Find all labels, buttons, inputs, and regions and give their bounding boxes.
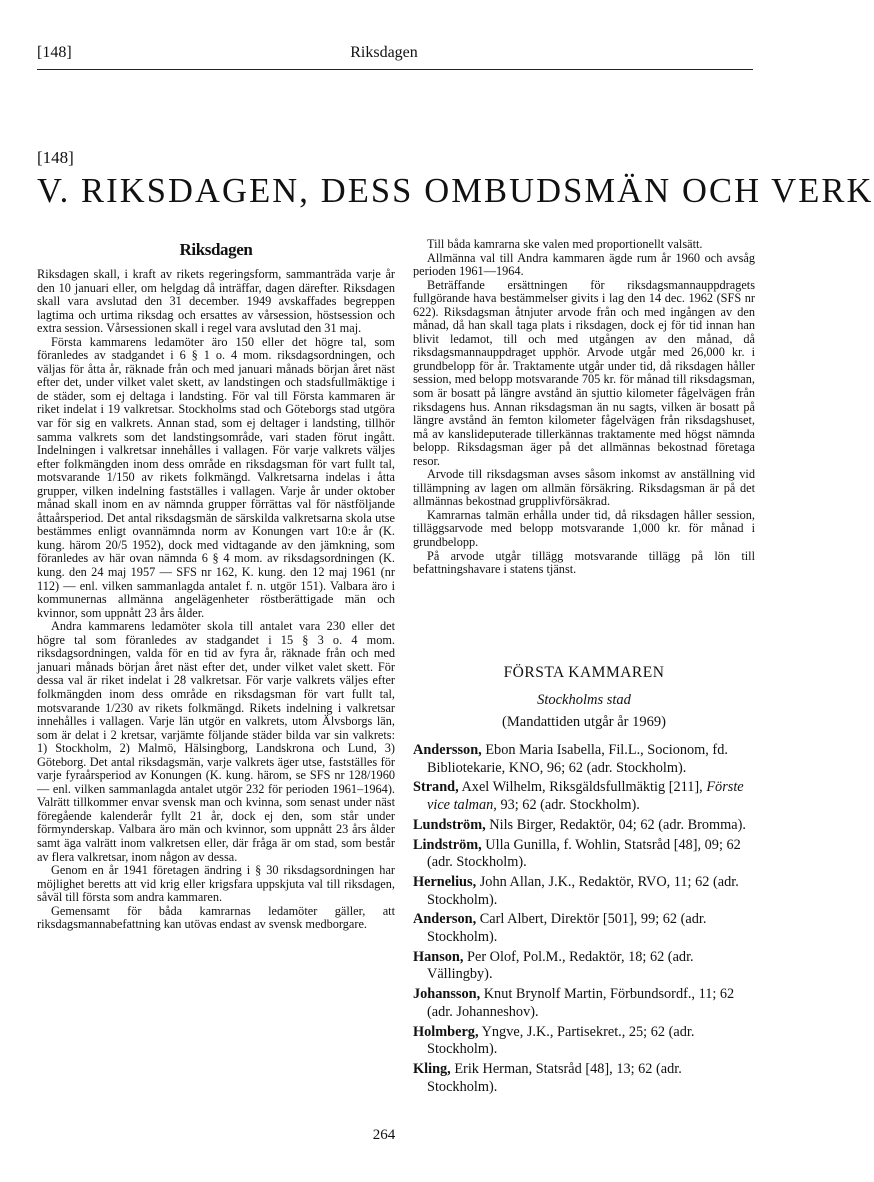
member-details-tail: 93; 62 (adr. Stockholm). (500, 797, 640, 814)
member-role: Förste vice talman, (427, 779, 744, 814)
paragraph: Gemensamt för båda kamrarnas ledamöter gäller, att riksdagsmannabefattning kan utövas endast av svensk medborgare. (37, 903, 395, 932)
member-details: Ebon Maria Isabella, Fil.L., Socionom, fd. Bibliotekarie, KNO, 96; 62 (adr. Stockholm). (427, 742, 728, 776)
list-item (413, 837, 755, 872)
member-details: Ulla Gunilla, f. Wohlin, Statsråd [48], 09; 62 (adr. Stockholm). (427, 836, 741, 871)
list-item (413, 911, 755, 946)
member-list (413, 742, 755, 1098)
list-item (413, 949, 755, 984)
member-surname: Johansson, (413, 986, 481, 1003)
running-header-title: Riksdagen (350, 44, 418, 61)
list-item (413, 986, 755, 1021)
paragraph: Till båda kamrarna ske valen med proportionellt valsätt. (427, 237, 703, 251)
paragraph: Kamrarnas talmän erhålla under tid, då riksdagen håller session, tilläggsarvode med belopp motsvarande 1,000 kr. för månad i grundbelopp. (413, 507, 755, 550)
paragraph: Första kammarens ledamöter äro 150 eller det högre tal, som föranledes av stadgandet i 6 § 1 o. 4 mom. riksdagsordningen, och väljas för åtta år, räknade från och med januari månads början året näst efter det, under vilket valet skett, av landstingen och stadsfullmäktige i de städer, som ej deltaga i landsting. För val till Första kammaren är riket indelat i 19 valkretsar. Stockholms stad och Göteborgs stad utgöra var för sig en valkrets. Annan stad, som ej deltager i landsting, tillhör samma valkrets som det landstingsområde, vari staden förut ingått. Indelningen i valkretsar innehålles i vallagen. För varje valkrets väljes efter folkmängden inom dess område en riksdagsman för vart fullt tal, motsvarande 1/150 av rikets folkmängd. Valkretsarna indelas i åtta grupper, vilken indelning fastställes i vallagen. Varje år under oktober månad skall inom en av nämnda grupper förrättas val för nästföljande åttaårsperiod. Det antal riksdagsmän de särskilda valkretsarna skola utse bestämmes enligt ovannämnda norm av Konungen vart 10:e år (K. kung. härom 20/5 1952), dock med vidtagande av den jämkning, som föranledes av här ovan nämnda 6 § 4 mom. av riksdagsordningen (K. kung. den 24 maj 1957 — SFS nr 162, K. kung. den 12 maj 1961 (nr 112) — enl. vilken sammanlagda antalet f. n. utgör 151). Valbara äro i kommunernas allmänna angelägenheter röstberättigade män och kvinnor, som uppnått 23 års ålder. (37, 334, 395, 620)
paragraph: På arvode utgår tillägg motsvarande tillägg på lön till befattningshavare i statens tjänst. (413, 548, 755, 577)
member-details: Erik Herman, Statsråd [48], 13; 62 (adr. Stockholm). (427, 1060, 682, 1095)
member-surname: Kling, (413, 1060, 451, 1077)
member-surname: Anderson, (413, 911, 477, 928)
member-surname: Hanson, (413, 948, 464, 965)
member-surname: Lindström, (413, 836, 482, 853)
member-details: John Allan, J.K., Redaktör, RVO, 11; 62 (adr. Stockholm). (427, 873, 739, 908)
paragraph: Arvode till riksdagsman avses såsom inkomst av anställning vid tillämpning av lagen om allmän försäkring. Riksdagsman är på det allmännas bekostnad grupplivförsäkrad. (413, 467, 755, 509)
member-details: Nils Birger, Redaktör, 04; 62 (adr. Bromma). (489, 816, 746, 833)
section-number: [148] (37, 148, 74, 167)
member-details: Knut Brynolf Martin, Förbundsordf., 11; 62 (adr. Johanneshov). (427, 986, 735, 1020)
member-details: Yngve, J.K., Partisekret., 25; 62 (adr. Stockholm). (427, 1023, 695, 1058)
member-details: Carl Albert, Direktör [501], 99; 62 (adr. Stockholm). (427, 911, 707, 946)
member-surname: Hernelius, (413, 873, 477, 890)
member-surname: Lundström, (413, 816, 486, 833)
list-item (413, 1061, 755, 1096)
constituency-heading: Stockholms stad (537, 692, 631, 708)
left-column (37, 268, 395, 932)
header-rule (37, 69, 753, 70)
list-item (413, 779, 755, 814)
paragraph: Beträffande ersättningen för riksdagsmannauppdragets fullgörande hava bestämmelser givits i lag den 14 dec. 1962 (SFS nr 622). Riksdagsman åtnjuter arvode från och med ingången av den månad, då han skall taga plats i riksdagen, dock ej för tid innan han blivit ledamot, till och med utgången av den månad, då riksdagsmannauppdraget upphör. Arvode utgår med 26,000 kr. i grundbelopp för år. Traktamente utgår under tid, då riksdagen håller session, med belopp motsvarande 705 kr. för månad till riksdagsman, som är bosatt på längre avstånd än sjuttio kilometer fågelvägen från riksdagens hus. Annan riksdagsman än nu sagts, vilken är bosatt på längre avstånd än femton kilometer fågelvägen från riksdagshuset, må av kanslideputerade tillerkännas traktamente med högst nämnda belopp. Riksdagsman äger på det allmännas bekostnad företaga resor. (413, 277, 755, 468)
paragraph: Riksdagen skall, i kraft av rikets regeringsform, sammanträda varje år den 10 januari eller, om helgdag då inträffar, dagen därefter. Riksdagen skall vara avslutad den 31 december. 1949 avskaffades begreppen lagtima och urtima riksdag och ersattes av vårsession, höstsession och extra session. Vårsessionen skall i regel vara avslutad den 31 maj. (37, 267, 395, 336)
paragraph: Genom en år 1941 företagen ändring i § 30 riksdagsordningen har möjlighet beretts att vid krig eller krigsfara uppskjuta val till riksdagen, såväl till första som andra kammaren. (37, 863, 395, 905)
running-header-section: [148] (37, 44, 72, 61)
list-item (413, 742, 755, 777)
paragraph: Andra kammarens ledamöter skola till antalet vara 230 eller det högre tal som föranledes av stadgandet i 15 § 3 o. 4 mom. riksdagsordningen, valda för en tid av fyra år, räknade från och med januari månads början året näst efter det, under vilket valet skett. För dessa val är riket indelat i 28 valkretsar. För varje valkrets väljes efter folkmängden inom dess område en riksdagsman för vart fullt tal, motsvarande 1/230 av rikets folkmängd. Rikets indelning i valkretsar innehålles i vallagen. Varje län utgör en valkrets, utom Älvsborgs län, som är delat i 2 kretsar, varjämte följande städer bilda var sin valkrets: 1) Stockholm, 2) Malmö, Hälsingborg, Landskrona och Lund, 3) Göteborg. Det antal riksdagsmän, varje valkrets äger utse, fastställes för varje fyraårsperiod av Konungen (K. kung. härom, se SFS nr 128/1960 — enl. vilken sammanlagda antalet utgör 232 för perioden 1961–1964). Valrätt tillkommer envar svensk man och kvinna, som senast under näst föregående kalenderår fyllt 21 år, dock ej den, som står under förmynderskap. Valbara äro män och kvinnor, som uppnått 23 års ålder samt äga valrätt inom valkretsen eller, där fråga är om stad, som består av flera valkretsar, inom någon av dessa. (37, 619, 395, 864)
page-number: 264 (372, 1127, 396, 1143)
list-item (413, 874, 755, 909)
member-surname: Holmberg, (413, 1023, 479, 1040)
chamber-heading: FÖRSTA KAMMAREN (503, 664, 665, 681)
list-item (413, 817, 755, 835)
right-column (413, 238, 755, 577)
running-header (0, 44, 768, 68)
paragraph: Allmänna val till Andra kammaren ägde rum år 1960 och avsåg perioden 1961—1964. (413, 250, 755, 279)
list-item (413, 1024, 755, 1059)
member-surname: Andersson, (413, 742, 482, 758)
member-details: Axel Wilhelm, Riksgäldsfullmäktig [211], (461, 779, 703, 796)
member-surname: Strand, (413, 779, 459, 796)
page-title: V. RIKSDAGEN, DESS OMBUDSMÄN OCH VERK (37, 172, 874, 210)
mandate-period: (Mandattiden utgår år 1969) (502, 714, 666, 730)
left-heading: Riksdagen (179, 240, 253, 259)
member-details: Per Olof, Pol.M., Redaktör, 18; 62 (adr. Vällingby). (427, 948, 694, 983)
